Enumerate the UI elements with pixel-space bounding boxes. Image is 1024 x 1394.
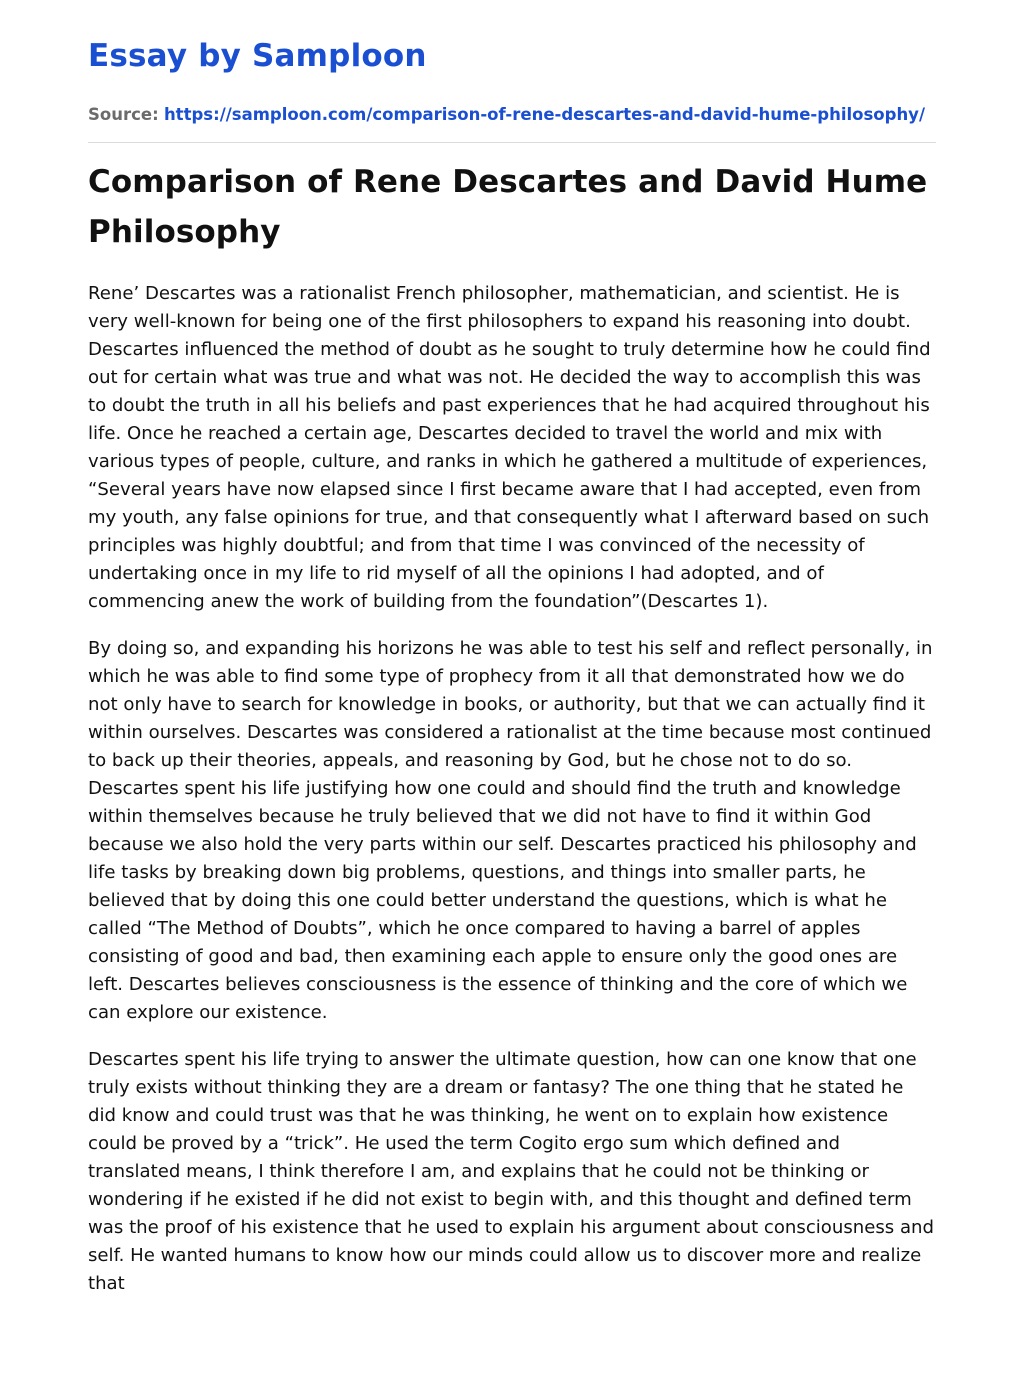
essay-paragraph-3: Descartes spent his life trying to answer the ultimate question, how can one know that one truly exists without thinking they are a dream or fantasy? The one thing that he stated he did know and could trust was that he was thinking, he went on to explain how existence could be proved by a “trick”. He used the term Cogito ergo sum which defined and translated means, I think therefore I am, and explains that he could not be thinking or wondering if he existed if he did not exist to begin with, and this thought and defined term was the proof of his existence that he used to explain his argument about consciousness and self. He wanted humans to know how our minds could allow us to discover more and realize that: [88, 1049, 935, 1294]
essay-paragraph-2: By doing so, and expanding his horizons he was able to test his self and reflect personally, in which he was able to find some type of prophecy from it all that demonstrated how we do not only have to search for knowledge in books, or authority, but that we can actually find it within ourselves. Descartes was considered a rationalist at the time because most continued to back up their theories, appeals, and reasoning by God, but he chose not to do so. Descartes spent his life justifying how one could and should find the truth and knowledge within themselves because he truly believed that we did not have to find it within God because we also hold the very parts within our self. Descartes practiced his philosophy and life tasks by breaking down big problems, questions, and things into smaller parts, he believed that by doing this one could better understand the questions, which is what he called “The Method of Doubts”, which he once compared to having a barrel of apples consisting of good and bad, then examining each apple to ensure only the good ones are left. Descartes believes consciousness is the essence of thinking and the core of which we can explore our existence.: [88, 638, 933, 1023]
essay-content: [88, 157, 936, 1298]
site-header: [88, 0, 936, 143]
source-link[interactable]: https://samploon.com/comparison-of-rene-descartes-and-david-hume-philosophy/: [163, 105, 925, 124]
source-line: [88, 103, 936, 127]
essay-paragraph-1: Rene’ Descartes was a rationalist French philosopher, mathematician, and scientist. He is very well-known for being one of the first philosophers to expand his reasoning into doubt. Descartes influenced the method of doubt as he sought to truly determine how he could find out for certain what was true and what was not. He decided the way to accomplish this was to doubt the truth in all his beliefs and past experiences that he had acquired throughout his life. Once he reached a certain age, Descartes decided to travel the world and mix with various types of people, culture, and ranks in which he gathered a multitude of experiences, “Several years have now elapsed since I first became aware that I had accepted, even from my youth, any false opinions for true, and that consequently what I afterward based on such principles was highly doubtful; and from that time I was convinced of the necessity of undertaking once in my life to rid myself of all the opinions I had adopted, and of commencing anew the work of building from the foundation”(Descartes 1).: [88, 283, 931, 612]
header-divider: [88, 142, 936, 143]
essay-body: [88, 280, 936, 1298]
essay-title: Comparison of Rene Descartes and David Hume Philosophy: [88, 164, 928, 250]
site-title[interactable]: Essay by Samploon: [88, 38, 427, 74]
source-label: Source:: [88, 105, 159, 124]
